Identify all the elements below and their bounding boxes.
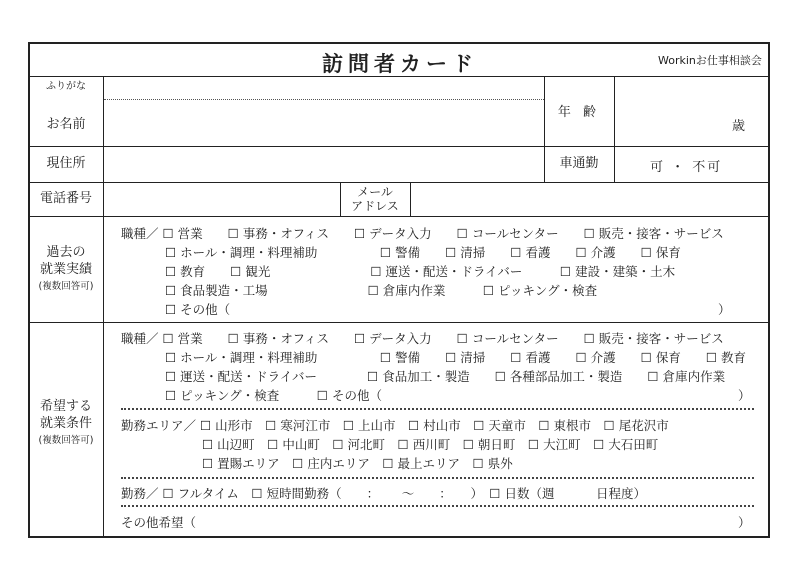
desired-job-line-1[interactable]: 職種／ ☐ 営業 ☐ 事務・オフィス ☐ データ入力 ☐ コールセンター ☐ 販売・接客・サービス — [121, 331, 724, 346]
desired-job-line-4[interactable]: ☐ ピッキング・検査 ☐ その他（ — [165, 388, 382, 403]
desired-job-line-2[interactable]: ☐ ホール・調理・料理補助 ☐ 警備 ☐ 清掃 ☐ 看護 ☐ 介護 ☐ 保育 ☐ 教育 — [165, 350, 747, 365]
car-commute-options[interactable]: 可 ・ 不可 — [650, 160, 723, 175]
past-employment-label — [28, 244, 104, 295]
desired-conditions-label — [28, 398, 104, 449]
age-field[interactable] — [615, 77, 770, 146]
desired-job-close: ） — [738, 388, 751, 403]
age-label: 年 齢 — [557, 105, 601, 120]
past-line-5[interactable]: ☐ その他（ — [165, 302, 231, 317]
phone-label: 電話番号 — [39, 191, 92, 206]
desired-area-line-2[interactable]: ☐ 山辺町 ☐ 中山町 ☐ 河北町 ☐ 西川町 ☐ 朝日町 ☐ 大江町 ☐ 大石田町 — [202, 437, 659, 452]
address-field[interactable] — [104, 147, 544, 182]
past-line-2[interactable]: ☐ ホール・調理・料理補助 ☐ 警備 ☐ 清掃 ☐ 看護 ☐ 介護 ☐ 保育 — [165, 245, 681, 260]
mail-field[interactable] — [411, 183, 770, 216]
page-title: 訪問者カード — [322, 52, 478, 76]
desired-label-line2: 就業条件 — [39, 416, 92, 431]
phone-field[interactable] — [104, 183, 340, 216]
past-label-line2: 就業実績 — [39, 262, 92, 277]
organizer-label: Workinお仕事相談会 — [658, 54, 762, 67]
furigana-label: ふりがな — [46, 81, 86, 92]
age-unit: 歳 — [732, 119, 746, 134]
past-line-4[interactable]: ☐ 食品製造・工場 ☐ 倉庫内作業 ☐ ピッキング・検査 — [165, 283, 598, 298]
name-label: お名前 — [46, 117, 86, 132]
desired-area-line-3[interactable]: ☐ 置賜エリア ☐ 庄内エリア ☐ 最上エリア ☐ 県外 — [202, 456, 513, 471]
past-line-3[interactable]: ☐ 教育 ☐ 観光 ☐ 運送・配送・ドライバー ☐ 建設・建築・土木 — [165, 264, 676, 279]
desired-work-line[interactable]: 勤務／ ☐ フルタイム ☐ 短時間勤務（ ： ～ ： ） ☐ 日数（週 日程度） — [121, 486, 646, 501]
desired-job-line-3[interactable]: ☐ 運送・配送・ドライバー ☐ 食品加工・製造 ☐ 各種部品加工・製造 ☐ 倉庫内作業 — [165, 369, 726, 384]
desired-label-line1: 希望する — [39, 399, 92, 414]
mail-label-line2: アドレス — [351, 199, 399, 213]
mail-label — [340, 185, 410, 213]
mail-label-line1: メール — [357, 185, 393, 199]
name-field[interactable] — [104, 100, 544, 146]
desired-note: (複数回答可) — [38, 435, 94, 446]
past-line-1[interactable]: 職種／ ☐ 営業 ☐ 事務・オフィス ☐ データ入力 ☐ コールセンター ☐ 販売・接客・サービス — [121, 226, 724, 241]
past-close-paren: ） — [718, 302, 731, 317]
desired-other-label[interactable]: その他希望（ — [121, 515, 197, 530]
past-label-line1: 過去の — [46, 245, 86, 260]
desired-area-line-1[interactable]: 勤務エリア／ ☐ 山形市 ☐ 寒河江市 ☐ 上山市 ☐ 村山市 ☐ 天童市 ☐ 東根市 ☐ 尾花沢市 — [121, 418, 669, 433]
car-commute-label: 車通勤 — [559, 156, 599, 171]
address-label: 現住所 — [46, 156, 86, 171]
past-note: (複数回答可) — [38, 281, 94, 292]
desired-other-close: ） — [738, 515, 751, 530]
